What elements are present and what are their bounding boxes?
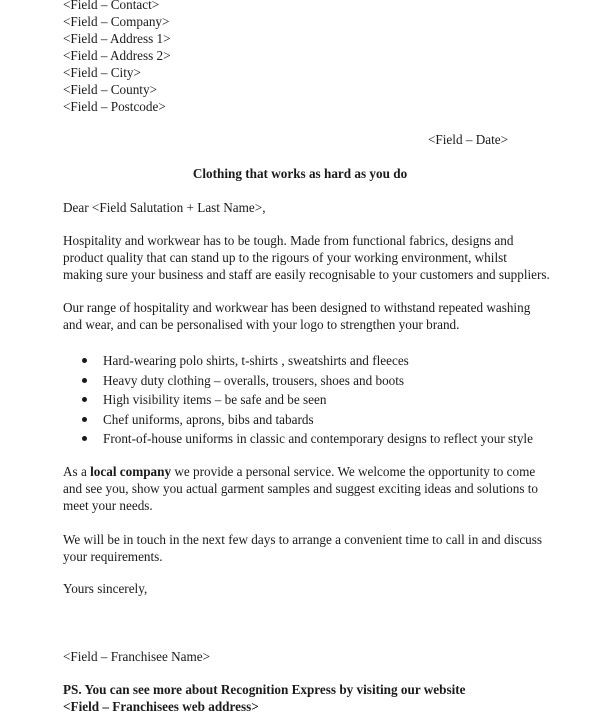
address-line-address-1: <Field – Address 1>	[63, 31, 171, 46]
recipient-address-block	[63, 0, 171, 115]
paragraph-line: product quality that can stand up to the rigours of your working environment, whilst	[63, 250, 507, 265]
paragraph-local-company	[63, 463, 538, 514]
postscript	[63, 681, 465, 715]
address-line-address-2: <Field – Address 2>	[63, 48, 171, 63]
text-run: we provide a personal service. We welcome the opportunity to come	[171, 464, 536, 479]
salutation: Dear <Field Salutation + Last Name>,	[63, 200, 266, 215]
bullet-item: Heavy duty clothing – overalls, trousers, shoes and boots	[63, 371, 533, 391]
bullet-item: Hard-wearing polo shirts, t-shirts , sweatshirts and fleeces	[63, 351, 533, 371]
paragraph-range	[63, 299, 530, 333]
product-bullet-list	[63, 351, 533, 449]
paragraph-line: and wear, and can be personalised with your logo to strengthen your brand.	[63, 317, 460, 332]
paragraph-line: your requirements.	[63, 549, 163, 564]
text-run: As a	[63, 464, 91, 479]
paragraph-line: Hospitality and workwear has to be tough. Made from functional fabrics, designs and	[63, 233, 514, 248]
paragraph-line: making sure your business and staff are easily recognisable to your customers and suppliers.	[63, 267, 550, 282]
paragraph-line: meet your needs.	[63, 498, 153, 513]
paragraph-intro	[63, 232, 550, 283]
bullet-item: Chef uniforms, aprons, bibs and tabards	[63, 410, 533, 430]
postscript-web-address: <Field – Franchisees web address>	[63, 699, 259, 714]
address-line-company: <Field – Company>	[63, 14, 170, 29]
signer-name: <Field – Franchisee Name>	[63, 649, 211, 664]
bullet-item: Front-of-house uniforms in classic and contemporary designs to reflect your style	[63, 429, 533, 449]
bullet-item: High visibility items – be safe and be seen	[63, 390, 533, 410]
letter-date: <Field – Date>	[428, 132, 509, 147]
paragraph-follow-up	[63, 531, 542, 565]
address-line-contact: <Field – Contact>	[63, 0, 160, 12]
bold-text-local-company: local company	[90, 464, 172, 479]
address-line-city: <Field – City>	[63, 65, 141, 80]
letter-heading: Clothing that works as hard as you do	[192, 166, 408, 181]
paragraph-line: and see you, show you actual garment samples and suggest exciting ideas and solutions to	[63, 481, 539, 496]
paragraph-line	[63, 463, 538, 480]
postscript-line: PS. You can see more about Recognition Express by visiting our website	[63, 682, 466, 697]
closing: Yours sincerely,	[63, 581, 148, 596]
paragraph-line: We will be in touch in the next few days to arrange a convenient time to call in and discuss	[63, 532, 543, 547]
address-line-postcode: <Field – Postcode>	[63, 99, 166, 114]
paragraph-line: Our range of hospitality and workwear has been designed to withstand repeated washing	[63, 300, 531, 315]
address-line-county: <Field – County>	[63, 82, 158, 97]
